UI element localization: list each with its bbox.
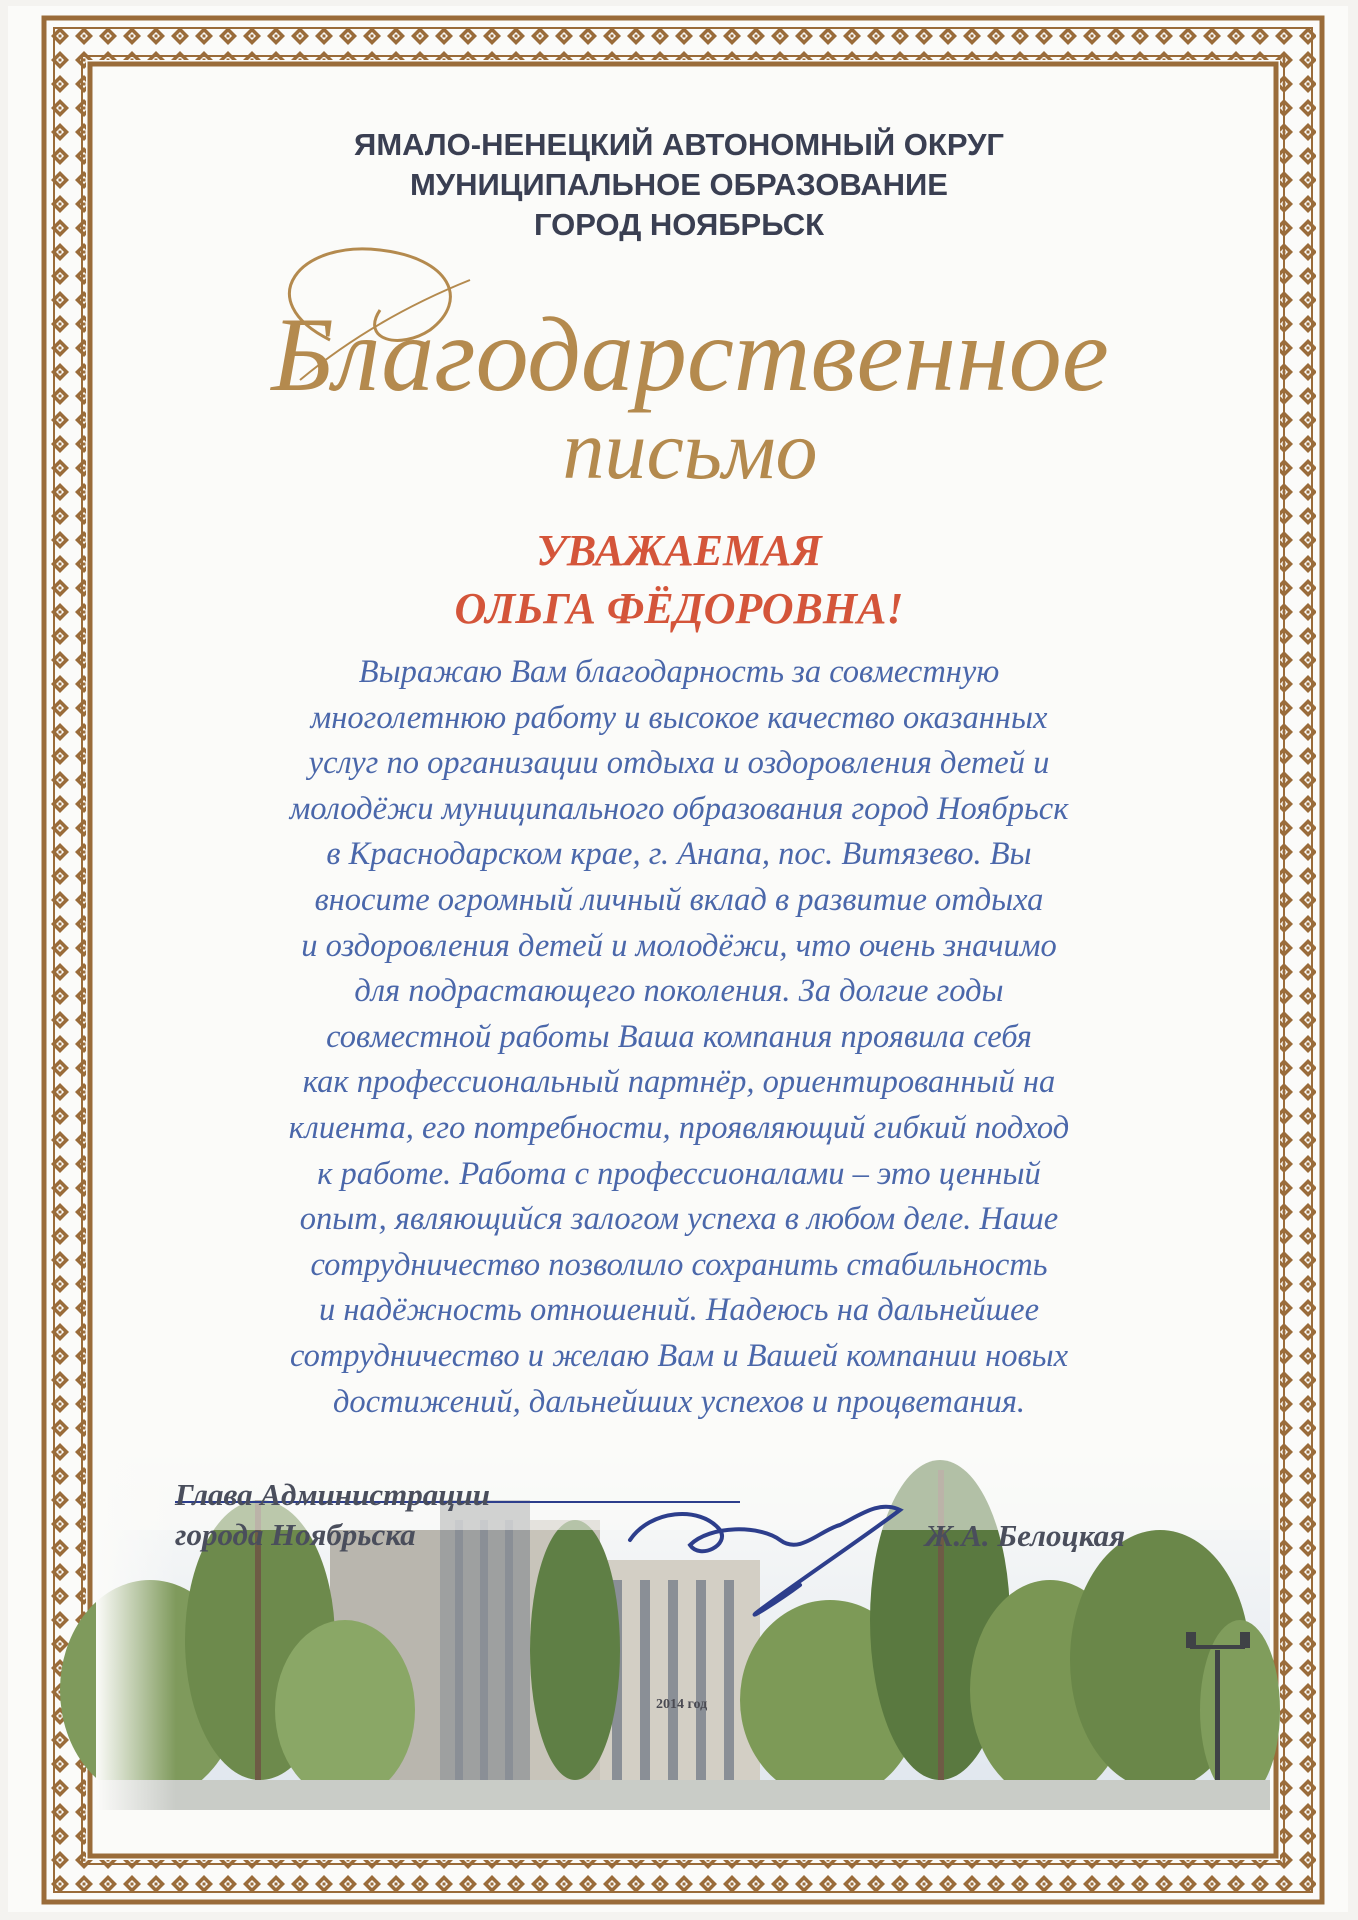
building-right-wing — [600, 1560, 760, 1800]
header-municipality: МУНИЦИПАЛЬНОЕ ОБРАЗОВАНИЕ — [409, 167, 948, 202]
body-line: для подрастающего поколения. За долгие годы — [354, 973, 1004, 1010]
signatory-name: Ж.А. Белоцкая — [925, 1518, 1126, 1553]
body-line: клиента, его потребности, проявляющий гибкий подход — [288, 1109, 1070, 1146]
body-line: опыт, являющийся залогом успеха в любом деле. Наше — [299, 1201, 1059, 1238]
title-line-1: Благодарственное — [271, 296, 1109, 413]
signatory-position-line-2: города Ноябрьска — [175, 1517, 416, 1552]
title-line-2: письмо — [562, 404, 818, 497]
body-line: совместной работы Ваша компания проявила себя — [326, 1018, 1032, 1055]
body-line: сотрудничество и желаю Вам и Вашей компании новых — [289, 1337, 1069, 1374]
body-line: многолетнюю работу и высокое качество оказанных — [310, 699, 1048, 736]
body-line: услуг по организации отдыха и оздоровления детей и — [308, 745, 1050, 782]
photo-fade-left — [96, 1440, 176, 1810]
body-line: Выражаю Вам благодарность за совместную — [358, 654, 1000, 690]
signatory-position-line-1: Глава Администрации — [175, 1477, 490, 1512]
body-line: вносите огромный личный вклад в развитие отдыха — [314, 881, 1044, 918]
body-line: молодёжи муниципального образования город Ноябрьск — [289, 790, 1069, 827]
signatory-position — [175, 1475, 490, 1555]
salutation-line-1: УВАЖАЕМАЯ — [536, 526, 822, 575]
photo-year-label: 2014 год — [656, 1697, 708, 1712]
body-line: к работе. Работа с профессионалами – это ценный — [317, 1155, 1041, 1192]
body-line: достижений, дальнейших успехов и процветания. — [332, 1383, 1026, 1420]
body-line: и надёжность отношений. Надеюсь на дальнейшее — [318, 1292, 1040, 1329]
header-region: ЯМАЛО-НЕНЕЦКИЙ АВТОНОМНЫЙ ОКРУГ — [354, 127, 1004, 162]
body-line: в Краснодарском крае, г. Анапа, пос. Витязево. Вы — [326, 836, 1032, 873]
body-line: как профессиональный партнёр, ориентированный на — [302, 1064, 1056, 1101]
salutation-line-2: ОЛЬГА ФЁДОРОВНА! — [454, 584, 904, 633]
body-line: и оздоровления детей и молодёжи, что очень значимо — [301, 927, 1057, 964]
photo-ground — [96, 1780, 1270, 1810]
header-city: ГОРОД НОЯБРЬСК — [533, 207, 825, 242]
body-line: сотрудничество позволило сохранить стабильность — [310, 1246, 1048, 1283]
